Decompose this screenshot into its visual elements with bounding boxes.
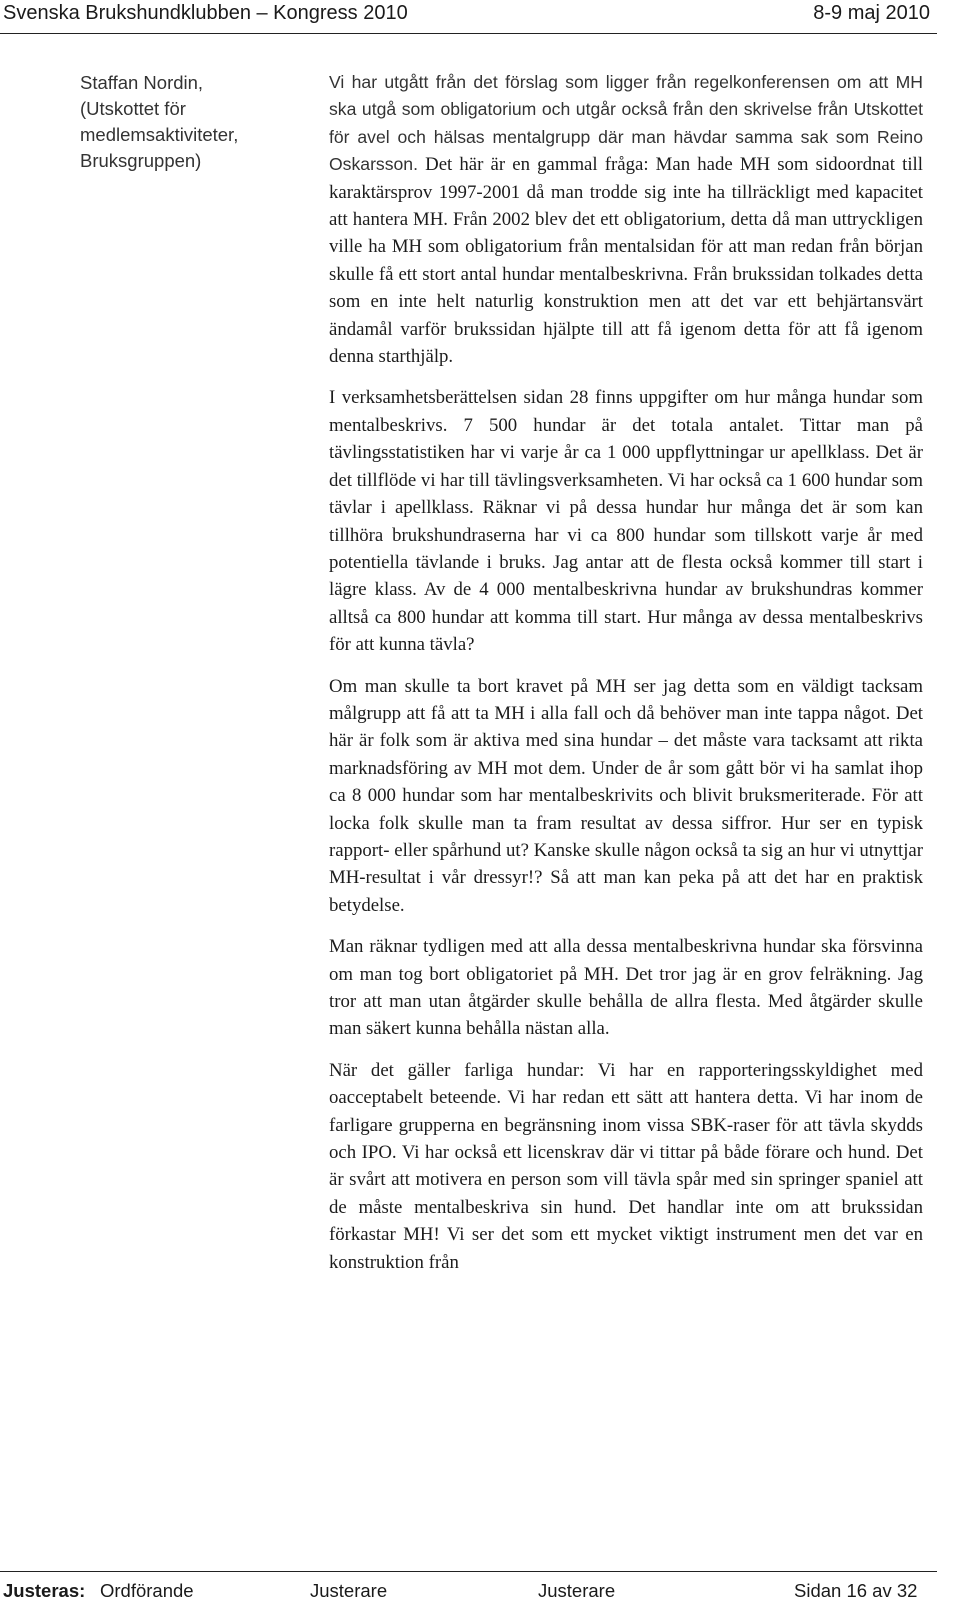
- speaker-column: [80, 70, 300, 174]
- paragraph: När det gäller farliga hundar: Vi har en rapporteringsskyldighet med oacceptabelt beteende. Vi har redan ett sätt att hantera detta. Vi har inom de farligare grupperna en begränsning inom vissa SBK-raser för att tävla skydds och IPO. Vi har också ett licenskrav där vi tittar på både förare och hund. Det är svårt att motivera en person som vill tävla spår med sin springer spaniel att de måste mentalbeskriva sin hund. Det handlar inte om att brukssidan förkastar MH! Vi ser det som ett mycket viktigt instrument men det var en konstruktion från: [329, 1059, 923, 1273]
- document-date: 8-9 maj 2010: [813, 2, 930, 24]
- paragraph: I verksamhetsberättelsen sidan 28 finns uppgifter om hur många hundar som mentalbeskrivs. 7 500 hundar är det totala antalet. Tittar man på tävlingsstatistiken har vi varje år ca 1 000 uppflyttningar ur apellklass. Det är det tillflöde vi har till tävlingsverksamheten. Vi har också ca 1 600 hundar som tävlar i apellklass. Räknar vi på dessa hundar hur många det är som kan tillhöra brukshundraserna har vi ca 800 hundar som tillskott varje år med potentiella tävlande i bruks. Jag antar att de flesta också kommer till start i lägre klass. Av de 4 000 mentalbeskrivna hundar av brukshundras kommer alltså ca 800 hundar att komma till start. Hur många av dessa mentalbeskrivs för att kunna tävla?: [329, 387, 923, 656]
- document-title: Svenska Brukshundklubben – Kongress 2010: [3, 2, 408, 24]
- speaker-line: medlemsaktiviteter,: [80, 124, 239, 145]
- footer-adjuster-1: Justerare: [310, 1580, 388, 1601]
- paragraph-lead: Vi har utgått från det förslag som ligger från regelkonferensen om att MH ska utgå som obligatorium och utgår också från den skrivelse från Utskottet för avel och hälsas mentalgrupp där man hävdar samma sak som Reino Oskarsson.: [329, 72, 923, 175]
- speech-body: [329, 69, 923, 1276]
- speaker-line: Bruksgruppen): [80, 150, 202, 171]
- page-footer: [0, 1571, 937, 1612]
- paragraph-text: Det här är en gammal fråga: Man hade MH som sidoordnat till karaktärsprov 1997-2001 då man trodde sig inte ha tillräckligt med kapacitet att hantera MH. Från 2002 blev det ett obligatorium, detta då man uttryckligen ville ha MH som obligatorium från mentalsidan för att man redan från början skulle få ett stort antal hundar mentalbeskrivna. Från brukssidan tolkades detta som en inte helt naturlig konstruktion men att det var ett behjärtansvärt ändamål varför brukssidan hjälpte till att få igenom detta för att få igenom denna starthjälp.: [329, 154, 923, 368]
- page-header: [0, 0, 937, 34]
- footer-adjuster-2: Justerare: [538, 1580, 616, 1601]
- speaker-line: (Utskottet för: [80, 98, 186, 119]
- speaker-line: Staffan Nordin,: [80, 72, 204, 93]
- paragraph: Om man skulle ta bort kravet på MH ser jag detta som en väldigt tacksam målgrupp att få att ta MH i alla fall och då behöver man inte tappa något. Det här är folk som är aktiva med sina hundar – det måste vara tacksamt att rikta marknadsföring av MH mot dem. Under de år som gått bör vi ha samlat ihop ca 8 000 hundar som har mentalbeskrivits och blivit bruksmeriterade. För att locka folk skulle man ta fram resultat av dessa siffror. Hur ser en typisk rapport- eller spårhund ut? Kanske skulle någon också ta sig an hur vi utnyttjar MH-resultat i vår dressyr!? Så att man kan peka på att det har en praktisk betydelse.: [329, 675, 923, 916]
- paragraph: Man räknar tydligen med att alla dessa mentalbeskrivna hundar ska försvinna om man tog bort obligatoriet på MH. Det tror jag är en grov felräkning. Jag tror att man utan åtgärder skulle behålla de allra flesta. Med åtgärder skulle man säkert kunna behålla nästan alla.: [329, 936, 923, 1040]
- page-number: Sidan 16 av 32: [794, 1580, 918, 1601]
- footer-label: Justeras:: [3, 1580, 86, 1601]
- footer-chair: Ordförande: [100, 1580, 194, 1601]
- paragraph: [329, 69, 923, 370]
